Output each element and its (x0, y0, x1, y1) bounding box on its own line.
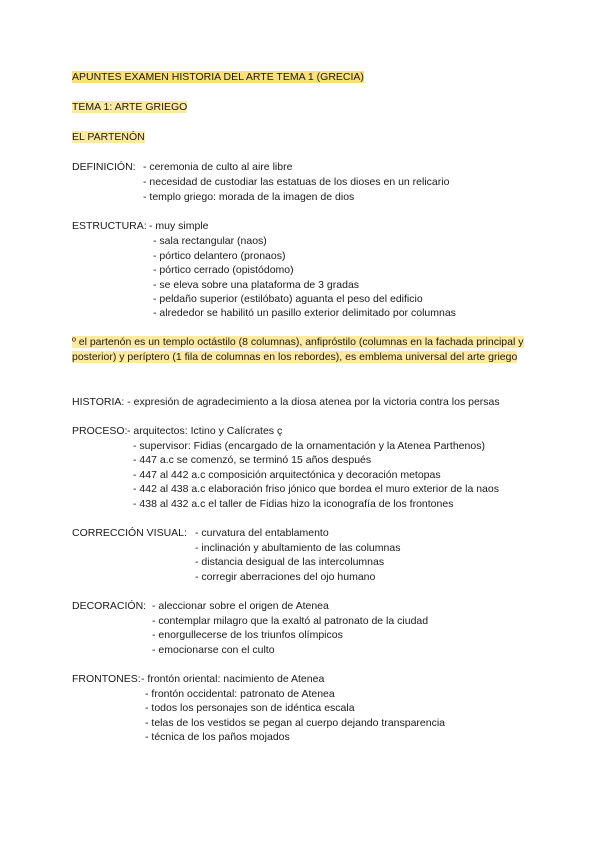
frontones-item: - frontón oriental: nacimiento de Atenea (141, 673, 325, 685)
estructura-item: - alrededor se habilitó un pasillo exterior delimitado por columnas (153, 307, 456, 319)
estructura-label (72, 219, 147, 233)
frontones-item: - telas de los vestidos se pegan al cuerpo dejando transparencia (145, 717, 446, 729)
decoracion-item: - enorgullecerse de los triunfos olímpicos (152, 629, 343, 641)
highlighted-note (72, 335, 534, 365)
correccion-item: - curvatura del entablamento (195, 527, 329, 539)
proceso-item: - supervisor: Fidias (encargado de la ornamentación y la Atenea Parthenos) (133, 440, 485, 452)
estructura-item: - sala rectangular (naos) (153, 235, 267, 247)
definicion-item: - ceremonia de culto al aire libre (143, 161, 293, 173)
proceso-label-text: PROCESO: (72, 425, 128, 437)
definicion-label (72, 160, 136, 174)
decoracion-item: - contemplar milagro que la exaltó al patronato de la ciudad (152, 615, 429, 627)
estructura-item: - muy simple (149, 220, 209, 232)
highlighted-note-text: º el partenón es un templo octástilo (8 columnas), anfipróstilo (columnas en la fachada principal y posterior) y períptero (1 fila de columnas en los rebordes), es emblema universal del arte griego (72, 336, 524, 363)
tema-heading (72, 100, 187, 114)
proceso-item: - 442 al 438 a.c elaboración friso jónico que bordea el muro exterior de la naos (133, 483, 499, 495)
historia-text: - expresión de agradecimiento a la diosa atenea por la victoria contra los persas (127, 396, 500, 408)
frontones-item: - frontón occidental: patronato de Atenea (145, 688, 335, 700)
historia-label: HISTORIA: (72, 396, 125, 408)
estructura-item: - peldaño superior (estilóbato) aguanta el peso del edificio (153, 293, 423, 305)
historia-row (72, 395, 500, 409)
section-title (72, 130, 145, 144)
correccion-label-text: CORRECCIÓN VISUAL: (72, 527, 187, 539)
definicion-item: - necesidad de custodiar las estatuas de los dioses en un relicario (143, 176, 450, 188)
decoracion-item: - aleccionar sobre el origen de Atenea (152, 600, 329, 612)
estructura-item: - pórtico delantero (pronaos) (153, 250, 286, 262)
decoracion-label-text: DECORACIÓN: (72, 600, 147, 612)
definicion-item: - templo griego: morada de la imagen de dios (143, 191, 355, 203)
frontones-item: - técnica de los paños mojados (145, 731, 290, 743)
estructura-item: - se eleva sobre una plataforma de 3 gradas (153, 279, 360, 291)
frontones-item: - todos los personajes son de idéntica escala (145, 702, 355, 714)
proceso-item: - 438 al 432 a.c el taller de Fidias hizo la iconografía de los frontones (133, 498, 454, 510)
frontones-label (72, 672, 141, 686)
proceso-label (72, 424, 127, 438)
document-title-text: APUNTES EXAMEN HISTORIA DEL ARTE TEMA 1 (GRECIA) (72, 71, 364, 83)
correccion-item: - inclinación y abultamiento de las columnas (195, 542, 401, 554)
correccion-item: - distancia desigual de las intercolumnas (195, 556, 385, 568)
document-title (72, 70, 364, 84)
frontones-label-text: FRONTONES: (72, 673, 141, 685)
correccion-label (72, 526, 187, 540)
tema-heading-text: TEMA 1: ARTE GRIEGO (72, 101, 188, 113)
estructura-label-text: ESTRUCTURA: (72, 220, 147, 232)
proceso-item: - 447 a.c se comenzó, se terminó 15 años después (133, 454, 372, 466)
proceso-item: - 447 al 442 a.c composición arquitectónica y decoración metopas (133, 469, 441, 481)
correccion-item: - corregir aberraciones del ojo humano (195, 571, 376, 583)
estructura-item: - pórtico cerrado (opistódomo) (153, 264, 294, 276)
definicion-label-text: DEFINICIÓN: (72, 161, 136, 173)
decoracion-item: - emocionarse con el culto (152, 644, 275, 656)
section-title-text: EL PARTENÓN (72, 131, 145, 143)
proceso-item: - arquitectos: Ictino y Calícrates ç (127, 425, 283, 437)
decoracion-label (72, 599, 146, 613)
